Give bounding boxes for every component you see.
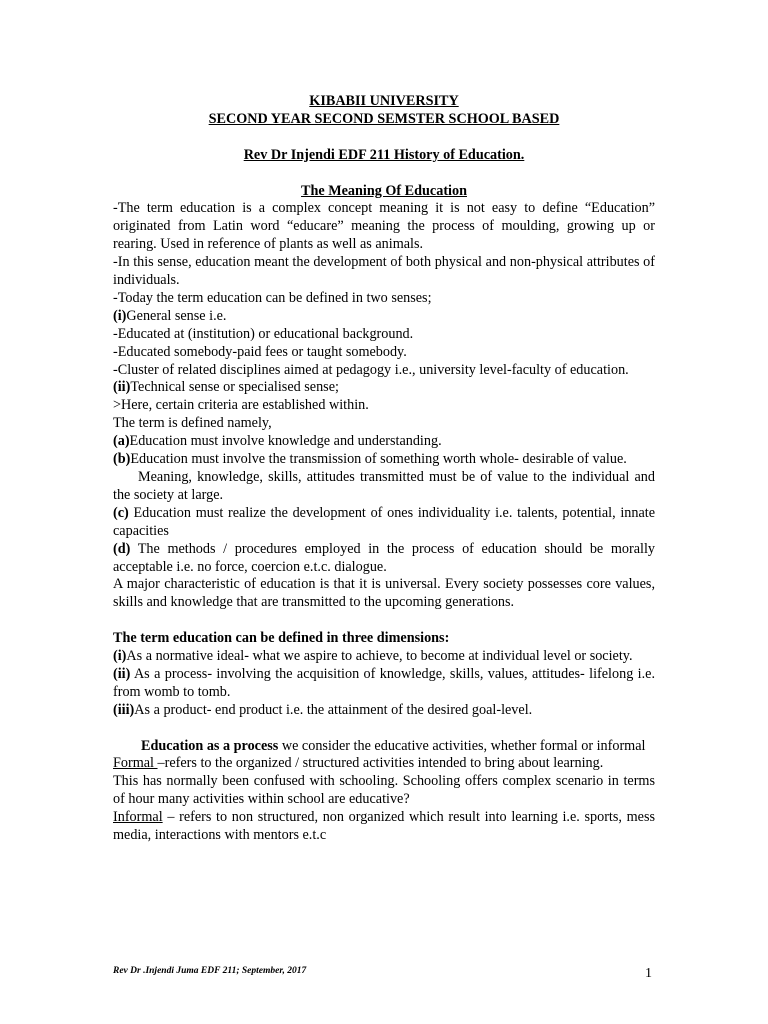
definition-text: –refers to the organized / structured activities intended to bring about learning. (157, 755, 604, 772)
list-label: (b) (113, 451, 131, 468)
lead-text: we consider the educative activities, whether formal or informal (278, 737, 646, 754)
list-label: (ii) (113, 379, 131, 396)
section-title-dimensions (113, 630, 655, 648)
list-item (113, 648, 655, 666)
document-page (113, 93, 655, 845)
footer-text: Rev Dr .Injendi Juma EDF 211; September, 2017 (113, 966, 307, 976)
list-text: Technical sense or specialised sense; (130, 379, 339, 396)
paragraph: The term is defined namely, (113, 415, 272, 432)
list-label: (i) (113, 648, 127, 665)
paragraph: Meaning, knowledge, skills, attitudes transmitted must be of value to the individual and the society at large. (113, 469, 655, 503)
paragraph: -Cluster of related disciplines aimed at pedagogy i.e., university level-faculty of education. (113, 361, 629, 378)
section-title-meaning: The Meaning Of Education (301, 182, 467, 199)
list-label: (i) (113, 307, 127, 324)
paragraph: -In this sense, education meant the development of both physical and non-physical attributes of individuals. (113, 254, 655, 289)
list-item (113, 433, 655, 451)
list-label: (a) (113, 433, 130, 450)
list-label: (iii) (113, 701, 135, 718)
paragraph: -Educated somebody-paid fees or taught somebody. (113, 343, 407, 360)
paragraph: -The term education is a complex concept meaning it is not easy to define “Education” originated from Latin word “educare” meaning the process of moulding, growing up or rearing. Used in reference of plants as well as animals. (113, 200, 655, 253)
list-item (113, 379, 655, 397)
list-text: As a process- involving the acquisition of knowledge, skills, values, attitudes- lifelong i.e. from womb to tomb. (113, 665, 655, 700)
term-informal: Informal (113, 809, 163, 826)
list-item (113, 666, 655, 702)
header-lecturer-course: Rev Dr Injendi EDF 211 History of Education. (243, 146, 525, 163)
section-heading: The term education can be defined in three dimensions: (113, 630, 450, 647)
list-text: As a product- end product i.e. the attainment of the desired goal-level. (134, 701, 533, 718)
list-item (113, 505, 655, 541)
list-label: (c) (113, 504, 129, 521)
list-text: The methods / procedures employed in the process of education should be morally acceptable i.e. no force, coercion e.t.c. dialogue. (113, 540, 655, 575)
definition-text: – refers to non structured, non organized which result into learning i.e. sports, mess media, interactions with mentors e.t.c (113, 809, 655, 844)
list-text: As a normative ideal- what we aspire to achieve, to become at individual level or society. (126, 648, 633, 665)
list-item (113, 451, 655, 469)
list-item (113, 702, 655, 720)
list-text: Education must involve knowledge and understanding. (129, 433, 442, 450)
paragraph: -Today the term education can be defined in two senses; (113, 289, 432, 306)
definition-formal (113, 755, 655, 773)
list-label: (d) (113, 540, 131, 557)
list-text: Education must realize the development of ones individuality i.e. talents, potential, innate capacities (113, 504, 655, 539)
list-text: Education must involve the transmission of something worth whole- desirable of value. (130, 451, 627, 468)
list-item (113, 541, 655, 577)
bold-lead: Education as a process (141, 737, 279, 754)
header-course-level: SECOND YEAR SECOND SEMSTER SCHOOL BASED (208, 110, 560, 127)
paragraph-education-process (113, 738, 655, 756)
list-label: (ii) (113, 665, 131, 682)
page-number: 1 (645, 966, 652, 981)
paragraph: >Here, certain criteria are established within. (113, 397, 369, 414)
header-university (113, 93, 655, 111)
definition-informal (113, 809, 655, 845)
university-name: KIBABII UNIVERSITY (309, 93, 459, 109)
paragraph: A major characteristic of education is that it is universal. Every society possesses core values, skills and knowledge that are transmitted to the upcoming generations. (113, 576, 655, 611)
paragraph: -Educated at (institution) or educational background. (113, 325, 414, 342)
term-formal: Formal (113, 755, 158, 772)
paragraph: This has normally been confused with schooling. Schooling offers complex scenario in terms of hour many activities within school are educative? (113, 773, 655, 808)
list-item (113, 308, 655, 326)
list-text: General sense i.e. (126, 307, 227, 324)
